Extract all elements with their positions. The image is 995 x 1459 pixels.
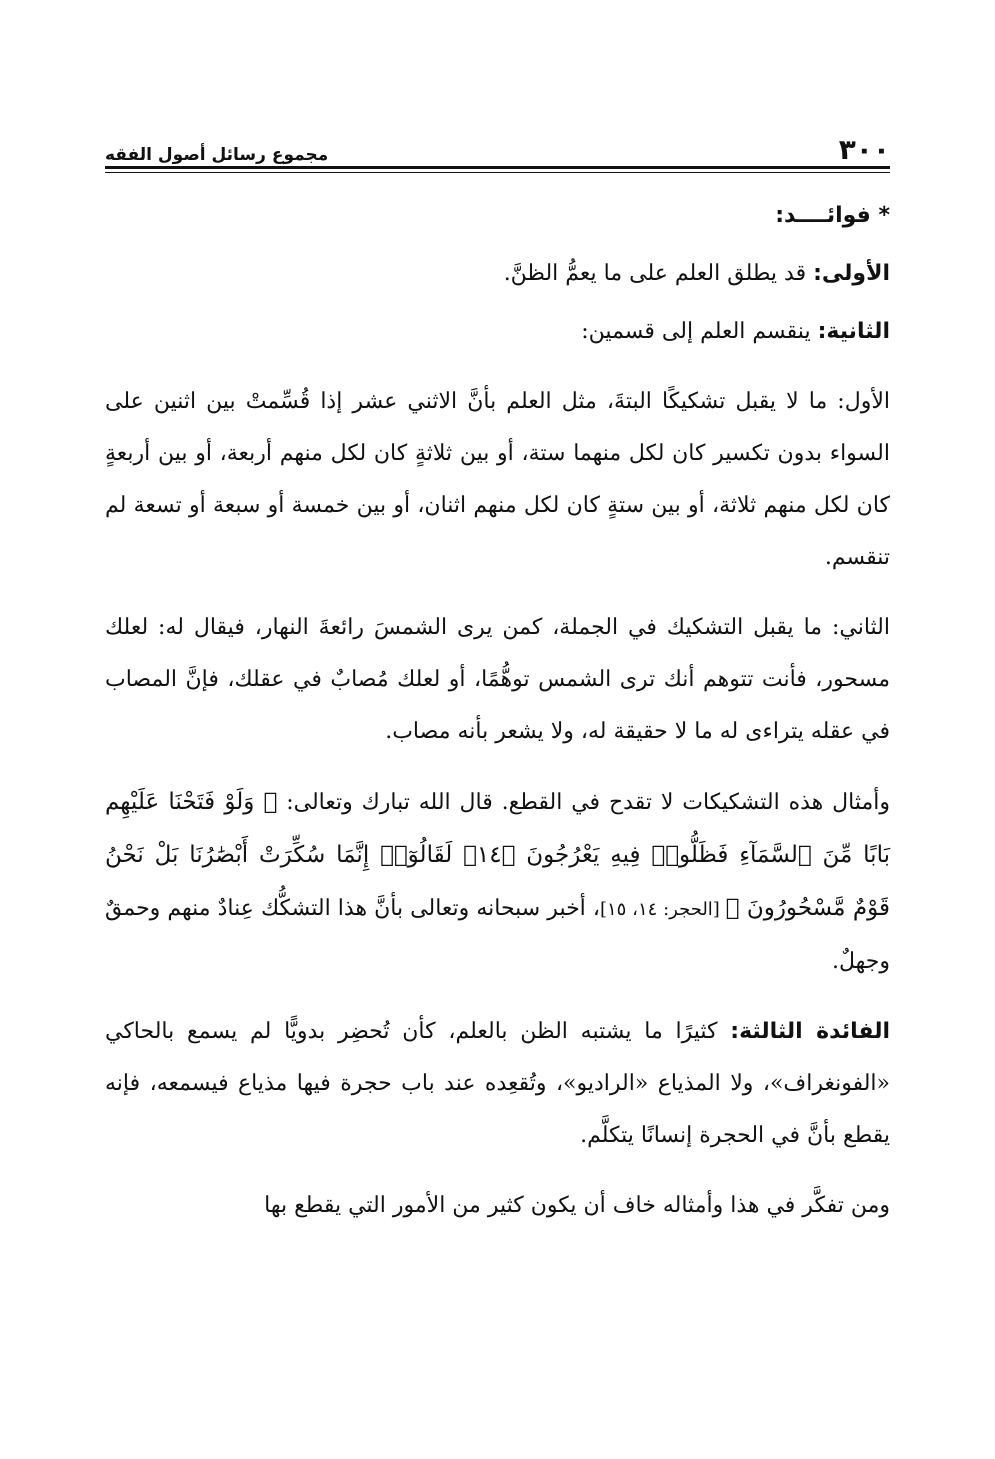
header-rule-thin	[105, 172, 890, 173]
paragraph-second-type: الثاني: ما يقبل التشكيك في الجملة، كمن يرى الشمسَ رائعةَ النهار، فيقال له: لعلك مسحور، فأنت تتوهم أنك ترى الشمس توهُّمًا، أو لعلك مُصابٌ في عقلك، فإنَّ المصاب في عقله يتراءى له ما لا حقيقة له، ولا يشعر بأنه مصاب.	[105, 615, 890, 744]
verse-reference: [الحجر: ١٤، ١٥]	[599, 899, 726, 920]
paragraph-text: ينقسم العلم إلى قسمين:	[581, 319, 818, 344]
paragraph-lead: الثانية:	[817, 319, 890, 344]
section-heading: * فوائــــد:	[775, 203, 890, 228]
paragraph-text: قد يطلق العلم على ما يعمُّ الظنَّ.	[503, 261, 814, 286]
quran-verse: ﴿ وَلَوْ فَتَحْنَا عَلَيْهِم بَابًا مِّنَ ٱلسَّمَآءِ فَظَلُّوا۟ فِيهِ يَعْرُجُونَ ﴿١٤﴾ لَقَالُوٓا۟ إِنَّمَا سُكِّرَتْ أَبْصَٰرُنَا بَلْ نَحْنُ قَوْمٌ مَّسْحُورُونَ ﴾	[105, 789, 890, 921]
paragraph-text: ، أخبر سبحانه وتعالى بأنَّ هذا التشكُّك عِنادٌ منهم وحمقٌ وجهلٌ.	[105, 896, 890, 974]
paragraph-second-benefit	[105, 306, 890, 358]
paragraph-third-benefit	[105, 1006, 890, 1162]
paragraph-first-type: الأول: ما لا يقبل تشكيكًا البتةَ، مثل العلم بأنَّ الاثني عشر إذا قُسِّمتْ بين اثنين على السواء بدون تكسير كان لكل منهما ستة، أو بين ثلاثةٍ كان لكل منهم أربعة، أو بين أربعةٍ كان لكل منهم ثلاثة، أو بين ستةٍ كان لكل منهم اثنان، أو بين خمسة أو سبعة أو تسعة لم تنقسم.	[105, 389, 890, 570]
paragraph-continuation: ومن تفكَّر في هذا وأمثاله خاف أن يكون كثير من الأمور التي يقطع بها	[264, 1193, 890, 1218]
paragraph-lead: الأولى:	[813, 261, 890, 286]
paragraph-quran-citation	[105, 776, 890, 988]
paragraph-text: كثيرًا ما يشتبه الظن بالعلم، كأن تُحضِر بدويًّا لم يسمع بالحاكي «الفونغراف»، ولا المذياع «الراديو»، وتُقعِده عند باب حجرة فيها مذياع فيسمعه، فإنه يقطع بأنَّ في الحجرة إنسانًا يتكلَّم.	[105, 1019, 890, 1148]
paragraph-first-benefit	[105, 248, 890, 300]
paragraph-lead: الفائدة الثالثة:	[730, 1019, 890, 1044]
header-rule-thick	[105, 166, 890, 169]
running-title: مجموع رسائل أصول الفقه	[105, 145, 329, 165]
page-header	[105, 128, 890, 164]
page-number: ٣٠٠	[838, 133, 890, 166]
paragraph-text: وأمثال هذه التشكيكات لا تقدح في القطع. قال الله تبارك وتعالى:	[277, 790, 890, 815]
page-body	[105, 190, 890, 1250]
